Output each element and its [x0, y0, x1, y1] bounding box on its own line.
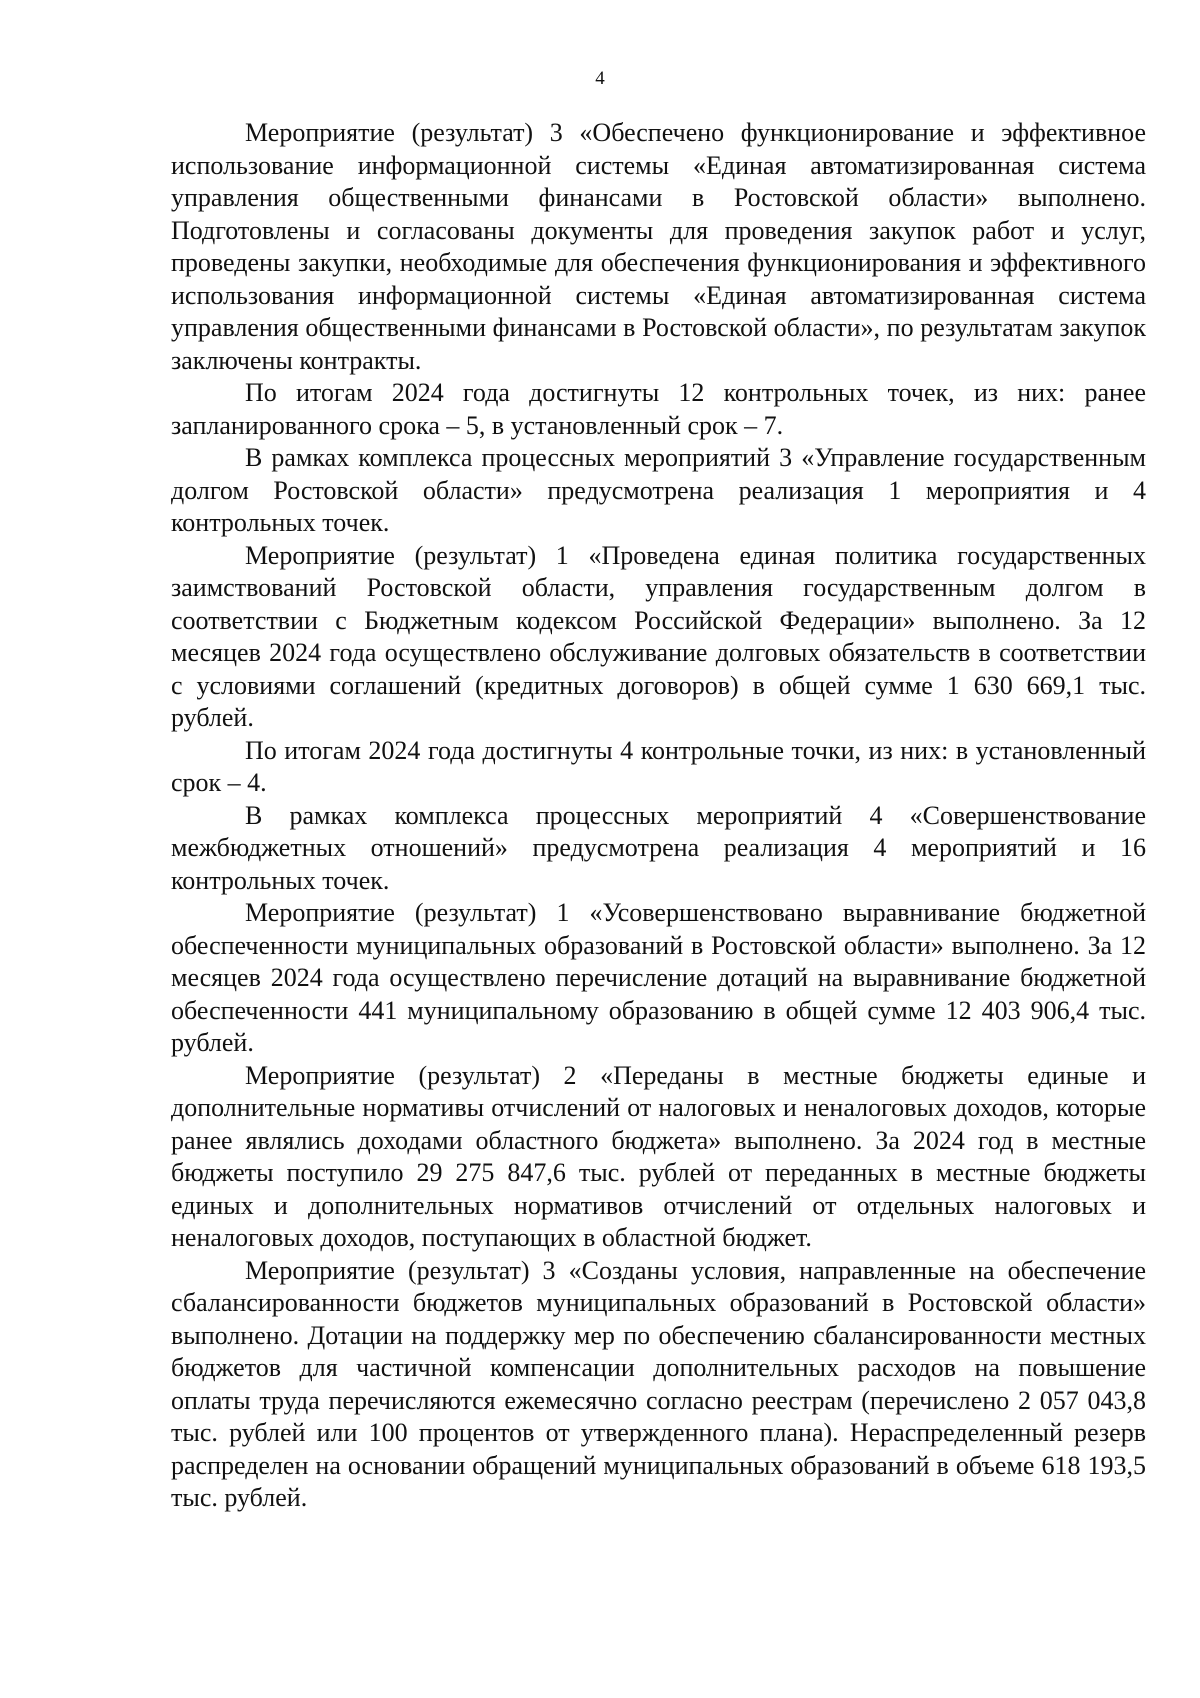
- paragraph: По итогам 2024 года достигнуты 12 контрольных точек, из них: ранее запланированного срока – 5, в установленный срок – 7.: [171, 378, 1146, 440]
- paragraph: Мероприятие (результат) 3 «Обеспечено функционирование и эффективное использование информационной системы «Единая автоматизированная система управления общественными финансами в Ростовской области» выполнено. Подготовлены и согласованы документы для проведения закупок работ и услуг, проведены закупки, необходимые для обеспечения функционирования и эффективного использования информационной системы «Единая автоматизированная система управления общественными финансами в Ростовской области», по результатам закупок заключены контракты.: [171, 118, 1146, 375]
- paragraph: Мероприятие (результат) 3 «Созданы условия, направленные на обеспечение сбалансированности бюджетов муниципальных образований в Ростовской области» выполнено. Дотации на поддержку мер по обеспечению сбалансированности местных бюджетов для частичной компенсации дополнительных расходов на повышение оплаты труда перечисляются ежемесячно согласно реестрам (перечислено 2 057 043,8 тыс. рублей или 100 процентов от утвержденного плана). Нераспределенный резерв распределен на основании обращений муниципальных образований в объеме 618 193,5 тыс. рублей.: [171, 1255, 1146, 1512]
- paragraph: В рамках комплекса процессных мероприятий 4 «Совершенствование межбюджетных отношений» предусмотрена реализация 4 мероприятий и 16 контрольных точек.: [171, 800, 1146, 895]
- paragraph: По итогам 2024 года достигнуты 4 контрольные точки, из них: в установленный срок – 4.: [171, 735, 1146, 797]
- document-body: [171, 117, 1146, 1515]
- paragraph: Мероприятие (результат) 1 «Проведена единая политика государственных заимствований Ростовской области, управления государственным долгом в соответствии с Бюджетным кодексом Российской Федерации» выполнено. За 12 месяцев 2024 года осуществлено обслуживание долговых обязательств в соответствии с условиями соглашений (кредитных договоров) в общей сумме 1 630 669,1 тыс. рублей.: [171, 540, 1146, 732]
- paragraph: В рамках комплекса процессных мероприятий 3 «Управление государственным долгом Ростовской области» предусмотрена реализация 1 мероприятия и 4 контрольных точек.: [171, 443, 1146, 537]
- page-number: 4: [595, 68, 605, 89]
- paragraph: Мероприятие (результат) 1 «Усовершенствовано выравнивание бюджетной обеспеченности муниципальных образований в Ростовской области» выполнено. За 12 месяцев 2024 года осуществлено перечисление дотаций на выравнивание бюджетной обеспеченности 441 муниципальному образованию в общей сумме 12 403 906,4 тыс. рублей.: [171, 898, 1146, 1057]
- paragraph: Мероприятие (результат) 2 «Переданы в местные бюджеты единые и дополнительные нормативы отчислений от налоговых и неналоговых доходов, которые ранее являлись доходами областного бюджета» выполнено. За 2024 год в местные бюджеты поступило 29 275 847,6 тыс. рублей от переданных в местные бюджеты единых и дополнительных нормативов отчислений от отдельных налоговых и неналоговых доходов, поступающих в областной бюджет.: [171, 1060, 1146, 1252]
